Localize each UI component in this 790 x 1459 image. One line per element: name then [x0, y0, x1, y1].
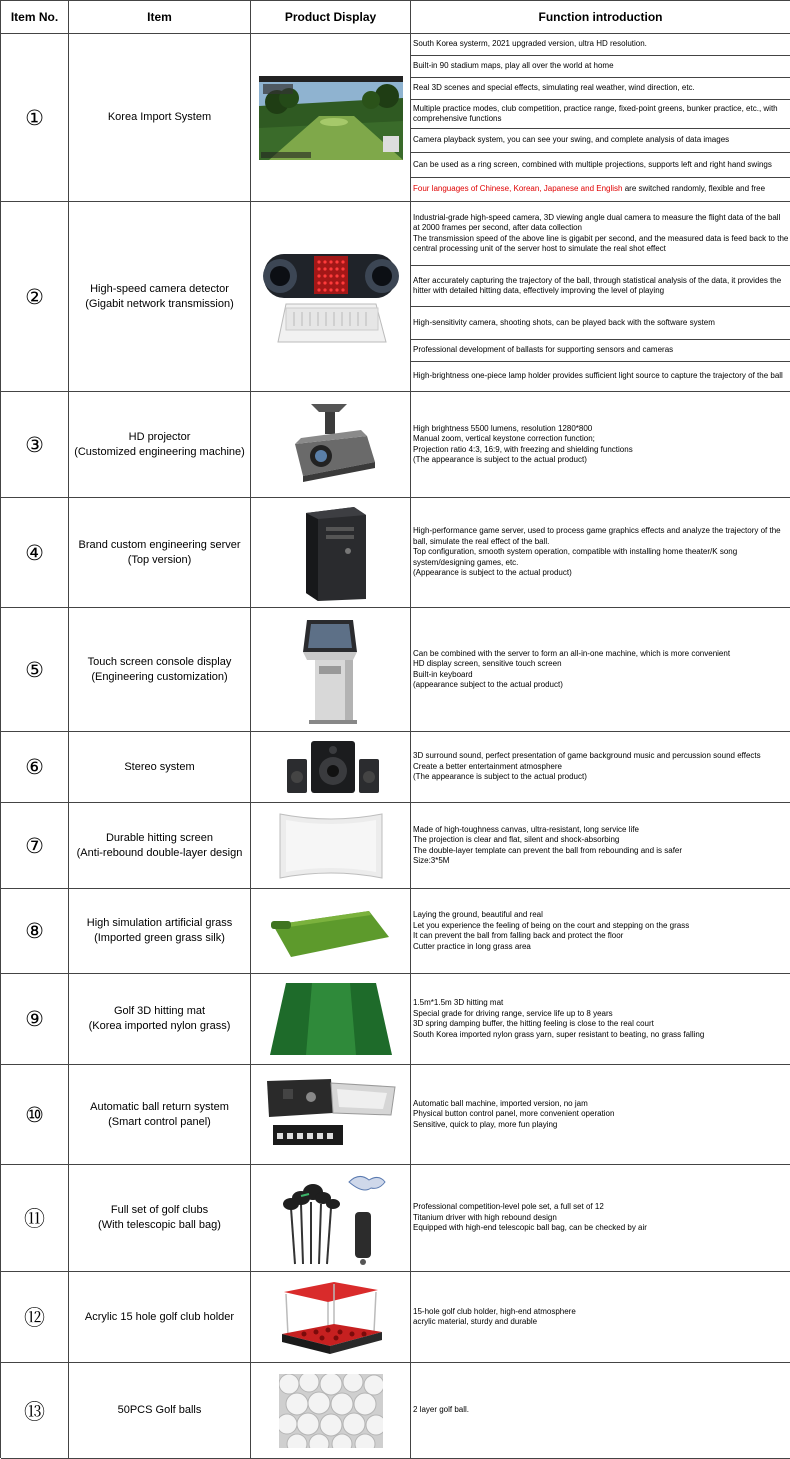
function-line: 2 layer golf ball.	[413, 1405, 470, 1415]
product-image-golf-clubs	[251, 1165, 411, 1272]
function-line: Create a better entertainment atmosphere	[413, 761, 562, 771]
function-list	[411, 1065, 790, 1165]
item-name-line: (Engineering customization)	[91, 670, 228, 683]
item-number: ⑥	[1, 732, 69, 803]
product-image-golf-balls	[251, 1363, 411, 1459]
highlight-rest-text: are switched randomly, flexible and free	[622, 184, 766, 194]
item-name-line: (Top version)	[127, 553, 192, 566]
function-list	[411, 732, 790, 803]
function-line: 15-hole golf club holder, high-end atmosphere	[413, 1306, 576, 1316]
item-number: ⑩	[1, 1065, 69, 1165]
function-list	[411, 974, 790, 1065]
function-line: The double-layer template can prevent the ball from rebounding and is safer	[413, 845, 683, 855]
item-number: ⑨	[1, 974, 69, 1065]
function-line: Sensitive, quick to play, more fun playing	[413, 1119, 558, 1129]
product-image-ball-return	[251, 1065, 411, 1165]
function-line: The projection is clear and flat, silent and shock-absorbing	[413, 835, 620, 844]
function-list	[411, 392, 790, 498]
item-name-line: High-speed camera detector	[90, 282, 229, 295]
function-line: After accurately capturing the trajectory of the ball, through statistical analysis of the data, it provides the hitter with detailed hitting data, effectively improving the level of playing	[411, 266, 790, 307]
function-line: Built-in 90 stadium maps, play all over the world at home	[411, 56, 790, 78]
product-image-golf-game	[251, 34, 411, 202]
product-image-hitting-screen	[251, 803, 411, 889]
function-line: Projection ratio 4:3, 16:9, with freezing and shielding functions	[413, 444, 633, 454]
item-name	[69, 1363, 251, 1459]
item-number: ⑬	[1, 1363, 69, 1459]
header-item-no: Item No.	[1, 1, 69, 34]
item-name	[69, 1272, 251, 1363]
item-name-line: Korea Import System	[107, 111, 212, 123]
function-line: Camera playback system, you can see your swing, and complete analysis of data images	[411, 129, 790, 153]
item-name-line: Brand custom engineering server	[78, 538, 241, 551]
item-name	[69, 202, 251, 392]
product-image-grass	[251, 889, 411, 974]
function-line: (The appearance is subject to the actual product)	[413, 772, 587, 782]
function-line: It can prevent the ball from falling back and protect the floor	[413, 931, 624, 940]
item-name-line: (Customized engineering machine)	[74, 445, 245, 458]
item-name	[69, 498, 251, 608]
function-line: Professional competition-level pole set, a full set of 12	[413, 1202, 604, 1212]
function-line: Can be combined with the server to form an all-in-one machine, which is more convenient	[413, 648, 731, 658]
item-name	[69, 1065, 251, 1165]
item-name-line: (With telescopic ball bag)	[98, 1219, 221, 1231]
product-image-speakers	[251, 732, 411, 803]
function-list	[411, 803, 790, 889]
function-line: High-performance game server, used to process game graphics effects and analyze the trajectory of the ball, simulate the real effect of the ball.	[413, 526, 781, 546]
function-line: Cutter practice in long grass area	[413, 941, 531, 951]
item-number: ④	[1, 498, 69, 608]
function-list	[411, 889, 790, 974]
function-list	[411, 1363, 790, 1459]
item-name-line: Automatic ball return system	[90, 1100, 229, 1113]
item-number: ②	[1, 202, 69, 392]
function-line: Special grade for driving range, service life up to 8 years	[413, 1008, 613, 1018]
product-image-server	[251, 498, 411, 608]
function-line: Built-in keyboard	[413, 669, 473, 679]
item-name-line: Acrylic 15 hole golf club holder	[84, 1310, 235, 1323]
function-line: Let you experience the feeling of being on the court and stepping on the grass	[413, 920, 690, 930]
function-line: Physical button control panel, more convenient operation	[413, 1109, 615, 1119]
function-list	[411, 202, 790, 392]
item-name	[69, 1165, 251, 1272]
item-number: ⑦	[1, 803, 69, 889]
item-name-line: HD projector	[128, 430, 191, 443]
product-image-projector	[251, 392, 411, 498]
function-list	[411, 1165, 790, 1272]
function-line: Made of high-toughness canvas, ultra-resistant, long service life	[413, 824, 639, 834]
function-line: South Korea systerm, 2021 upgraded version, ultra HD resolution.	[411, 34, 790, 56]
function-line: Professional development of ballasts for supporting sensors and cameras	[411, 340, 790, 362]
function-line: HD display screen, sensitive touch screen	[413, 659, 562, 668]
item-name-line: 50PCS Golf balls	[117, 1404, 202, 1416]
item-name-line: High simulation artificial grass	[86, 917, 233, 929]
function-line: acrylic material, sturdy and durable	[413, 1317, 538, 1326]
item-name-line: (Gigabit network transmission)	[85, 297, 234, 310]
function-line: High-sensitivity camera, shooting shots, can be played back with the software system	[411, 307, 790, 340]
function-list	[411, 34, 790, 202]
product-image-hitting-mat	[251, 974, 411, 1065]
function-line: Equipped with high-end telescopic ball bag, can be checked by air	[413, 1223, 647, 1233]
item-number: ①	[1, 34, 69, 202]
function-line: Real 3D scenes and special effects, simulating real weather, wind direction, etc.	[411, 78, 790, 100]
item-number: ⑫	[1, 1272, 69, 1363]
item-name-line: (Anti-rebound double-layer design	[76, 846, 243, 859]
function-line: Size:3*5M	[413, 856, 450, 865]
function-line: 1.5m*1.5m 3D hitting mat	[413, 998, 504, 1007]
product-image-camera	[251, 202, 411, 392]
item-name-line: Full set of golf clubs	[110, 1204, 209, 1216]
item-name	[69, 608, 251, 732]
function-list	[411, 498, 790, 608]
item-number: ⑤	[1, 608, 69, 732]
item-number: ⑪	[1, 1165, 69, 1272]
item-name-line: Touch screen console display	[87, 655, 232, 668]
function-line: 3D spring damping buffer, the hitting feeling is close to the real court	[413, 1019, 654, 1028]
product-image-club-holder	[251, 1272, 411, 1363]
function-line: South Korea imported nylon grass yarn, super resistant to beating, no grass falling	[413, 1029, 705, 1039]
header-function-introduction: Function introduction	[411, 1, 790, 34]
item-name	[69, 34, 251, 202]
item-name-line: Stereo system	[124, 760, 195, 773]
function-line: Automatic ball machine, imported version, no jam	[413, 1098, 588, 1108]
function-list	[411, 608, 790, 732]
item-name	[69, 803, 251, 889]
function-list	[411, 1272, 790, 1363]
highlight-text: Four languages of Chinese, Korean, Japanese and English	[413, 184, 623, 194]
header-product-display: Product Display	[251, 1, 411, 34]
item-name-line: (Imported green grass silk)	[94, 932, 225, 944]
function-line: Can be used as a ring screen, combined with multiple projections, supports left and right hand swings	[411, 153, 790, 178]
function-line: (appearance subject to the actual product)	[413, 680, 563, 689]
function-line: Titanium driver with high rebound design	[413, 1212, 557, 1222]
function-line: Industrial-grade high-speed camera, 3D viewing angle dual camera to measure the flight data of the ball at 2000 frames per second, after data collection The transmission speed of the above line is gigabit per second, and the measured data is feed back to the central processing unit of the server host to simulate the real shot effect	[411, 202, 790, 266]
function-line: Multiple practice modes, club competition, practice range, fixed-point greens, bunker practice, etc., with comprehensive functions	[411, 100, 790, 129]
function-line: (Appearance is subject to the actual product)	[413, 568, 572, 578]
function-line: High-brightness one-piece lamp holder provides sufficient light source to capture the trajectory of the ball	[413, 371, 783, 381]
product-image-kiosk	[251, 608, 411, 732]
item-name-line: Golf 3D hitting mat	[113, 1005, 206, 1017]
item-name-line: (Korea imported nylon grass)	[88, 1020, 231, 1032]
function-line: Top configuration, smooth system operation, compatible with installing home theater/K song system/designing games, etc.	[413, 547, 738, 567]
function-line: High brightness 5500 lumens, resolution 1280*800	[413, 423, 593, 433]
item-name-line: (Smart control panel)	[108, 1115, 211, 1128]
function-line: Laying the ground, beautiful and real	[413, 910, 543, 919]
item-name	[69, 974, 251, 1065]
item-name	[69, 732, 251, 803]
item-name	[69, 392, 251, 498]
item-name-line: Durable hitting screen	[105, 831, 213, 844]
function-line: 3D surround sound, perfect presentation of game background music and percussion sound effects	[413, 751, 761, 761]
function-line-languages	[411, 178, 790, 201]
header-item: Item	[69, 1, 251, 34]
function-line: Manual zoom, vertical keystone correction function;	[413, 434, 595, 443]
item-number: ⑧	[1, 889, 69, 974]
item-number: ③	[1, 392, 69, 498]
function-line: (The appearance is subject to the actual product)	[413, 455, 587, 464]
item-name	[69, 889, 251, 974]
